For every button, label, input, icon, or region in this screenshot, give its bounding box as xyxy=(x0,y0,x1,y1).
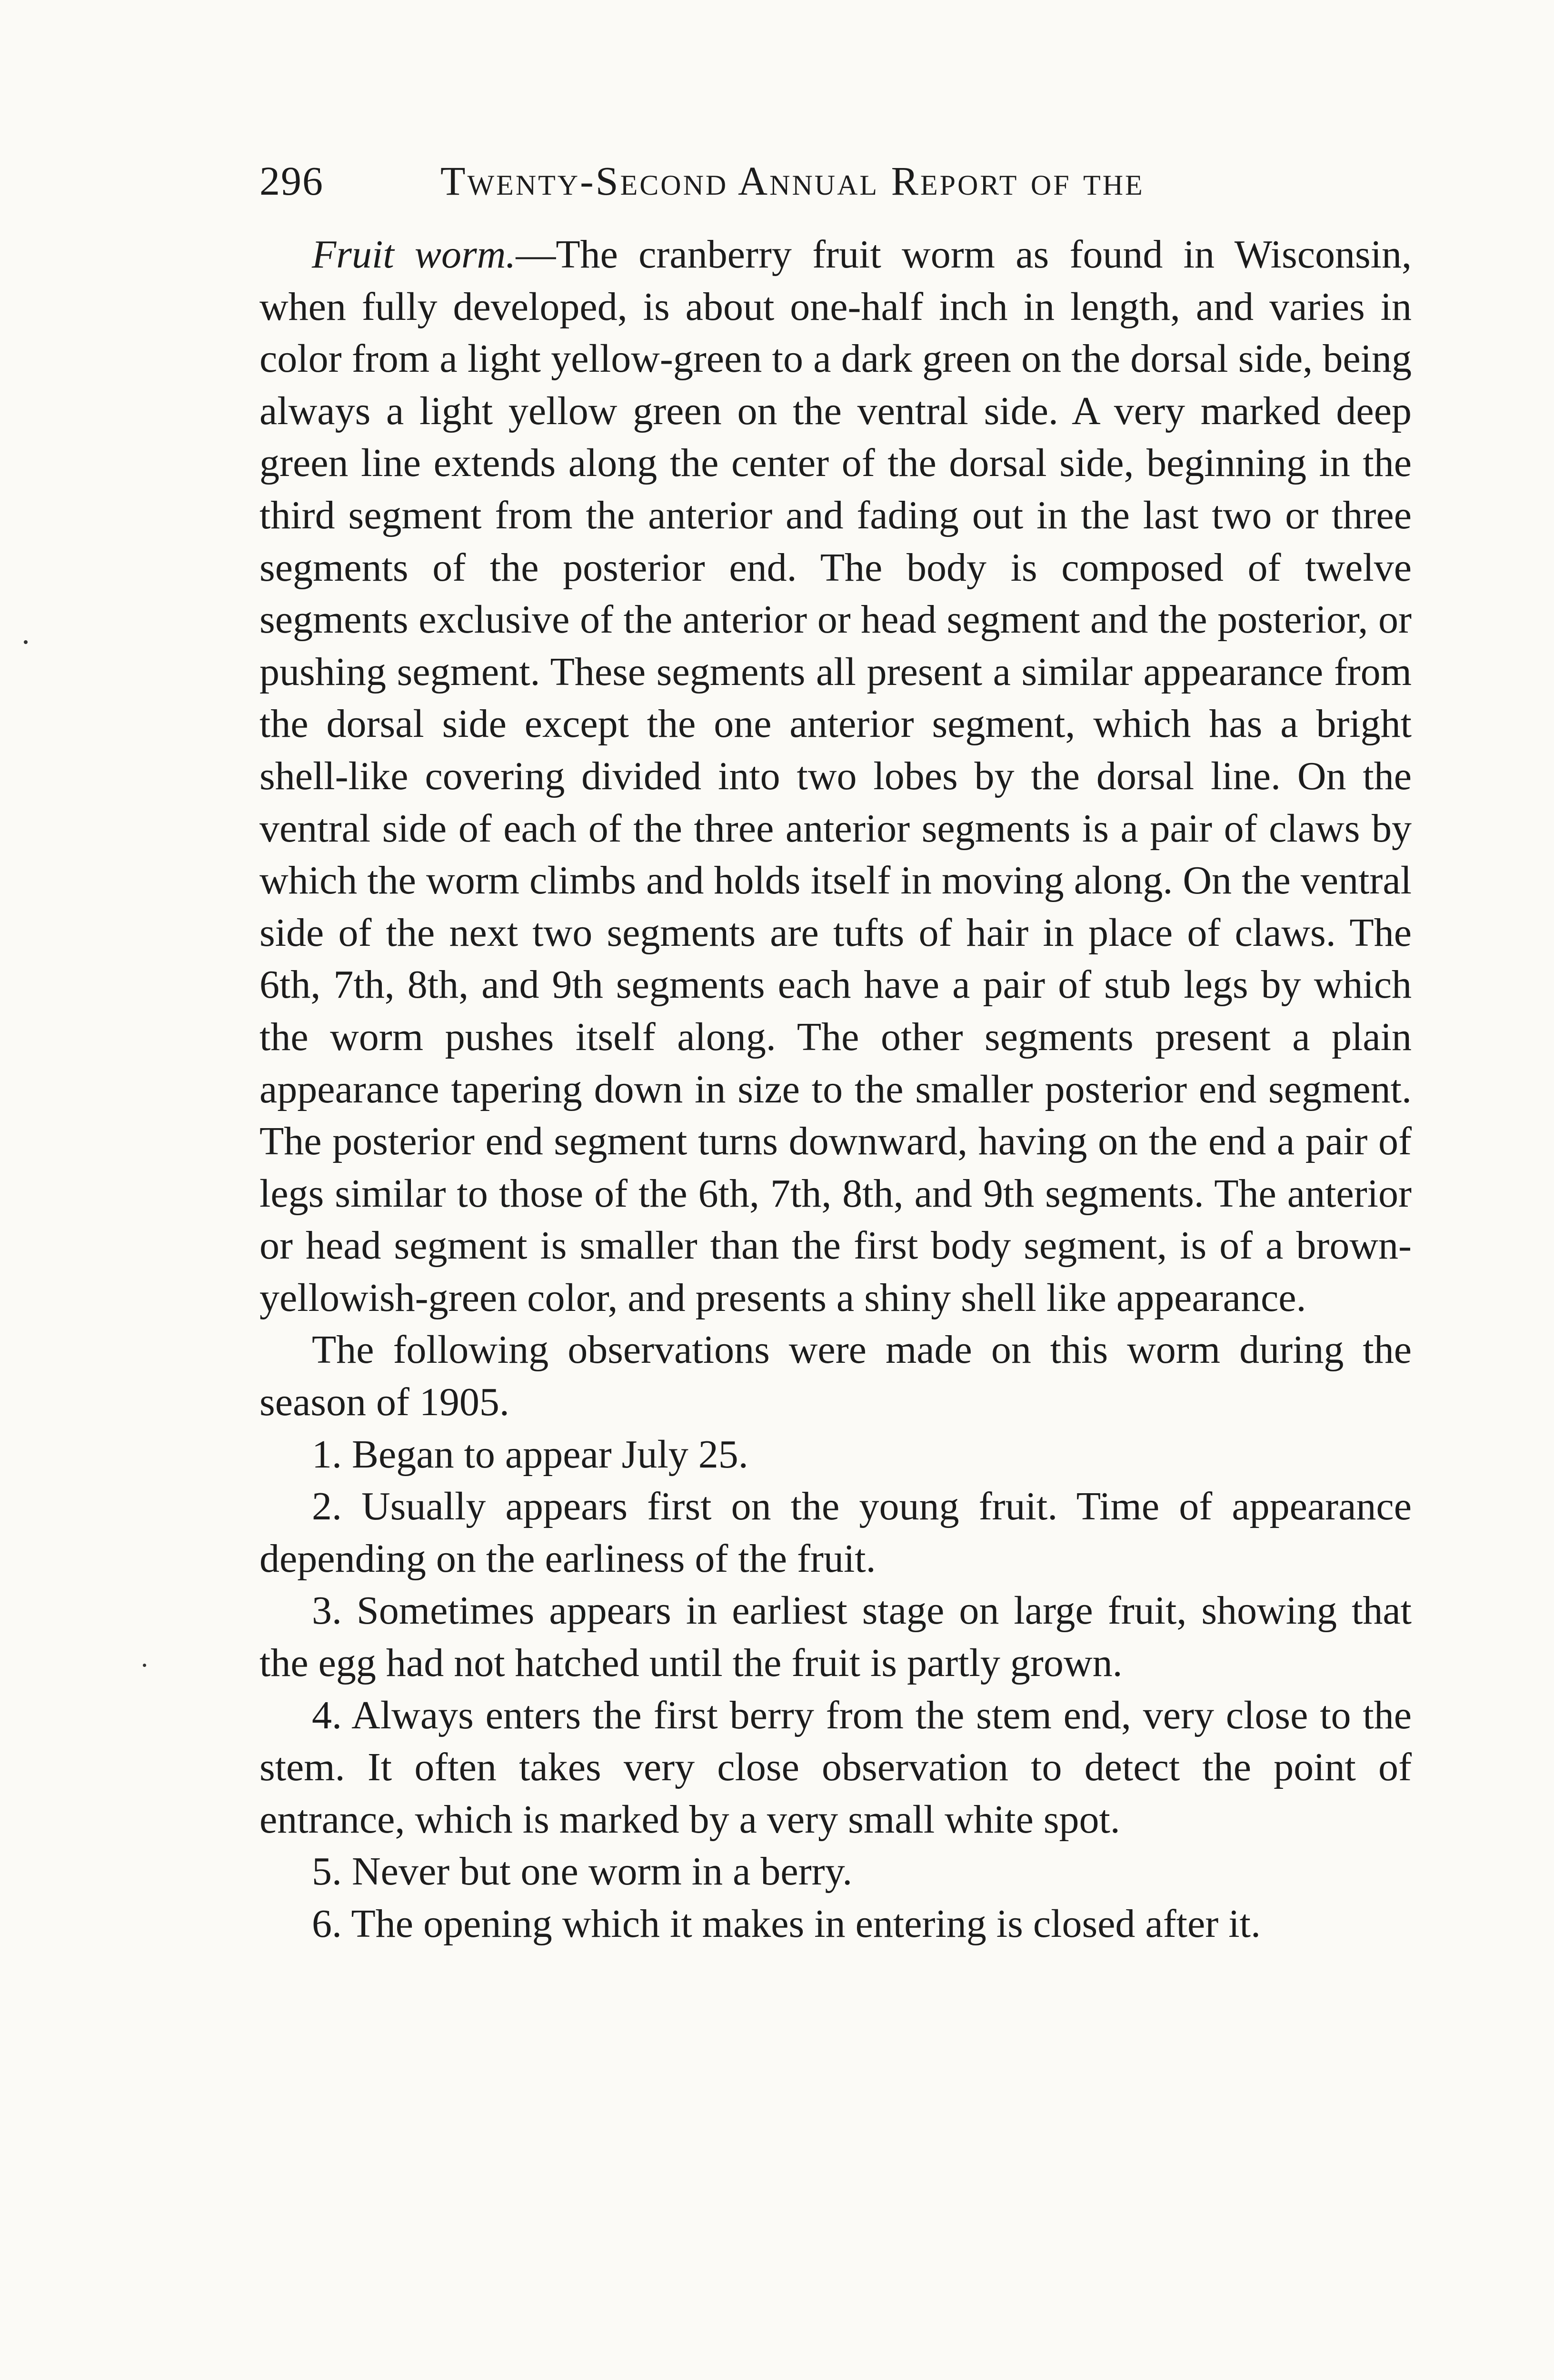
body-text xyxy=(259,228,1412,1950)
list-item: 1. Began to appear July 25. xyxy=(312,1432,748,1477)
paragraph-lead: Fruit worm. xyxy=(312,232,516,277)
print-speck xyxy=(143,1664,146,1667)
print-speck xyxy=(24,640,28,644)
page-number: 296 xyxy=(259,158,324,204)
paragraph-text: The following observations were made on this worm during the season of 1905. xyxy=(259,1328,1412,1425)
running-title: Twenty-Second Annual Report of the xyxy=(440,158,1145,204)
list-item: 4. Always enters the first berry from the stem end, very close to the stem. It often takes very close observation to detect the point of entrance, which is marked by a very small white spot. xyxy=(259,1693,1412,1842)
list-item: 2. Usually appears first on the young fruit. Time of appearance depending on the earliness of the fruit. xyxy=(259,1484,1412,1581)
page-header xyxy=(259,157,1412,228)
list-item: 3. Sometimes appears in earliest stage on large fruit, showing that the egg had not hatched until the fruit is partly grown. xyxy=(259,1588,1412,1686)
paragraph-observations-intro xyxy=(259,1324,1412,1428)
list-item: 6. The opening which it makes in entering is closed after it. xyxy=(312,1902,1261,1946)
document-page xyxy=(259,157,1412,1950)
observation-list xyxy=(259,1428,1412,1950)
paragraph-fruit-worm xyxy=(259,228,1412,1324)
paragraph-text: —The cranberry fruit worm as found in Wisconsin, when fully developed, is about one-half inch in length, and varies in color from a light yellow-green to a dark green on the dorsal side, being always a light yellow green on the ventral side. A very marked deep green line extends along the center of the dorsal side, beginning in the third segment from the anterior and fading out in the last two or three segments of the posterior end. The body is composed of twelve segments exclusive of the anterior or head segment and the posterior, or pushing segment. These segments all present a similar appearance from the dorsal side except the one anterior segment, which has a bright shell-like covering divided into two lobes by the dorsal line. On the ventral side of each of the three anterior segments is a pair of claws by which the worm climbs and holds itself in moving along. On the ventral side of the next two segments are tufts of hair in place of claws. The 6th, 7th, 8th, and 9th segments each have a pair of stub legs by which the worm pushes itself along. The other segments present a plain appearance tapering down in size to the smaller posterior end segment. The posterior end segment turns downward, having on the end a pair of legs similar to those of the 6th, 7th, 8th, and 9th segments. The anterior or head segment is smaller than the first body segment, is of a brown-yellowish-green color, and presents a shiny shell like appearance. xyxy=(259,232,1412,1320)
list-item: 5. Never but one worm in a berry. xyxy=(312,1849,853,1894)
